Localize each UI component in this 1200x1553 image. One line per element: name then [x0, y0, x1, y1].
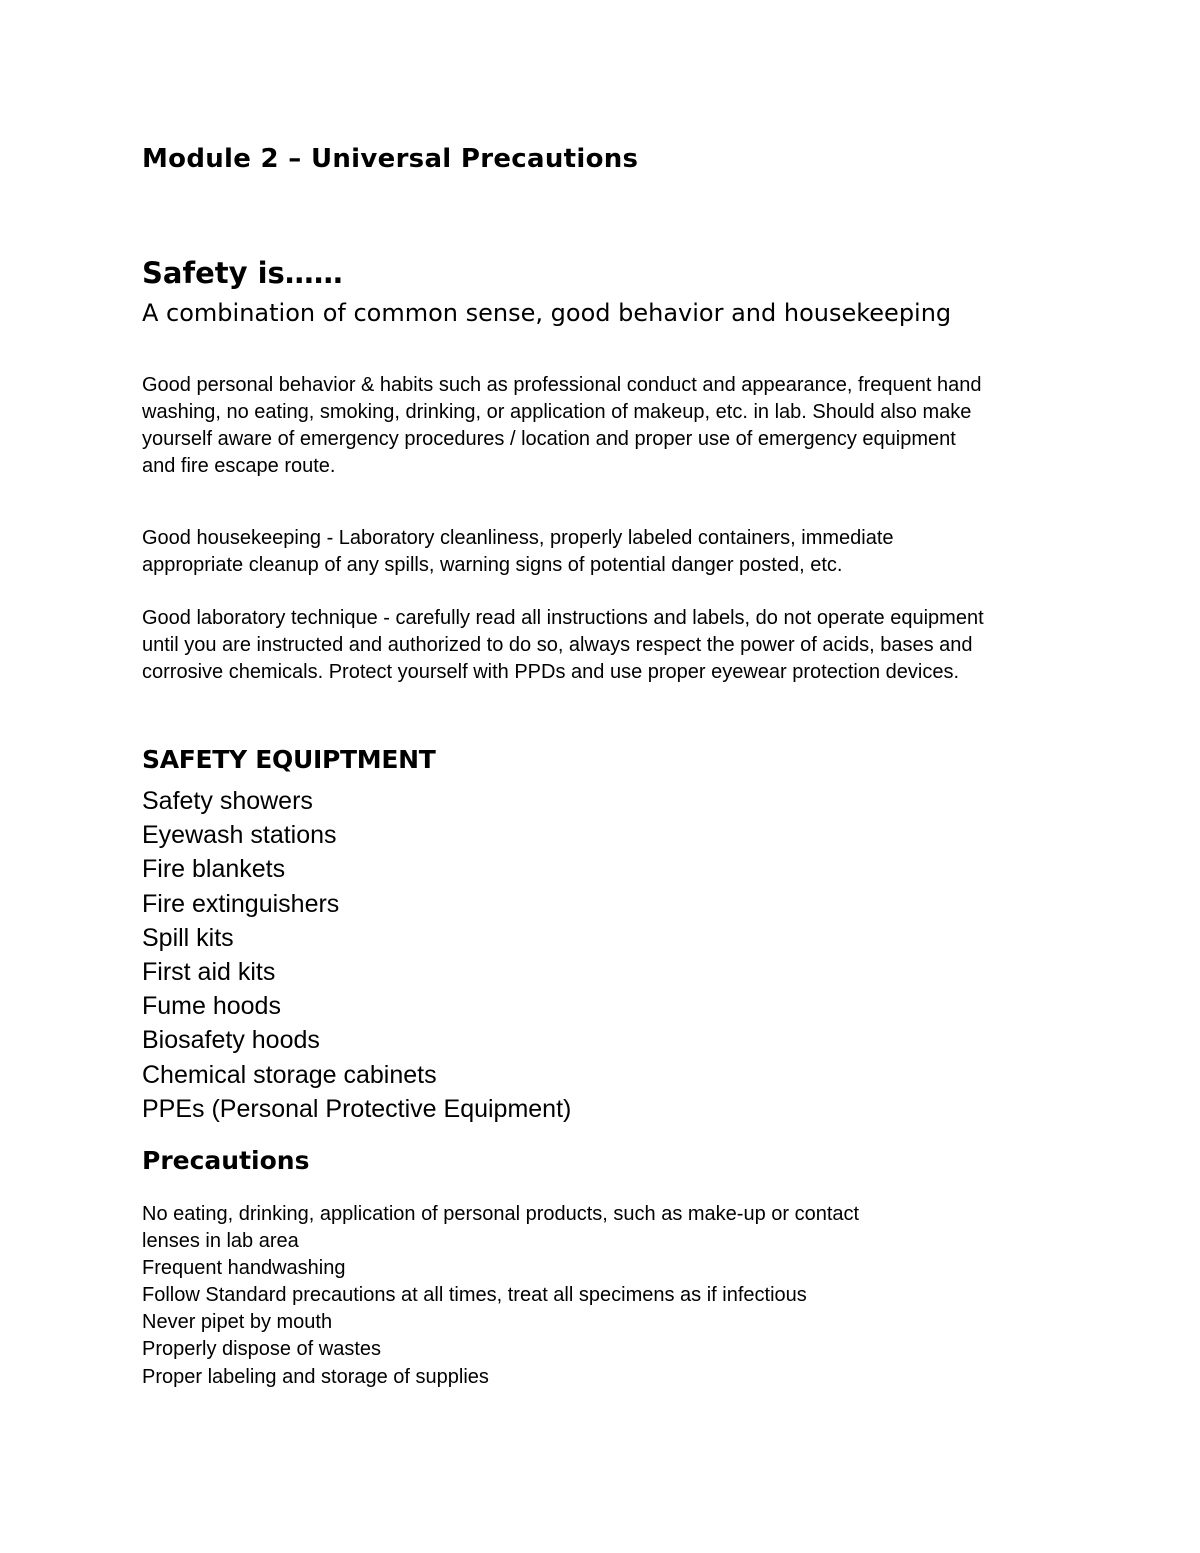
list-item: First aid kits: [142, 958, 276, 987]
safety-heading: Safety is……: [142, 256, 343, 290]
list-item: Fire extinguishers: [142, 889, 340, 918]
list-item: Eyewash stations: [142, 821, 337, 850]
precautions-heading: Precautions: [142, 1146, 310, 1175]
paragraph-line: and fire escape route.: [142, 455, 336, 477]
list-item: Spill kits: [142, 923, 234, 952]
housekeeping-paragraph: [142, 525, 1142, 579]
paragraph-line: appropriate cleanup of any spills, warning signs of potential danger posted, etc.: [142, 554, 843, 576]
personal-behavior-paragraph: [142, 372, 1142, 480]
paragraph-line: Good laboratory technique - carefully read all instructions and labels, do not operate equipment: [142, 607, 984, 629]
list-item: No eating, drinking, application of personal products, such as make-up or contact: [142, 1203, 860, 1225]
list-item: Fume hoods: [142, 992, 281, 1021]
list-item: Biosafety hoods: [142, 1026, 320, 1055]
list-item: Follow Standard precautions at all times, treat all specimens as if infectious: [142, 1284, 807, 1307]
paragraph-line: until you are instructed and authorized to do so, always respect the power of acids, bases and: [142, 634, 973, 656]
list-item: PPEs (Personal Protective Equipment): [142, 1094, 572, 1123]
list-item: Never pipet by mouth: [142, 1311, 333, 1334]
module-title: Module 2 – Universal Precautions: [142, 144, 639, 174]
paragraph-line: yourself aware of emergency procedures / location and proper use of emergency equipment: [142, 428, 956, 450]
safety-subtitle: A combination of common sense, good behavior and housekeeping: [142, 299, 952, 327]
list-item: Chemical storage cabinets: [142, 1060, 437, 1089]
list-item: Proper labeling and storage of supplies: [142, 1365, 489, 1388]
precautions-list: [142, 1201, 859, 1391]
paragraph-line: Good personal behavior & habits such as professional conduct and appearance, frequent hand: [142, 374, 982, 396]
paragraph-line: Good housekeeping - Laboratory cleanliness, properly labeled containers, immediate: [142, 527, 894, 549]
list-item: Fire blankets: [142, 855, 286, 884]
lab-technique-paragraph: [142, 605, 1142, 686]
safety-equipment-list: [142, 784, 571, 1126]
list-item: Properly dispose of wastes: [142, 1338, 382, 1361]
paragraph-line: corrosive chemicals. Protect yourself with PPDs and use proper eyewear protection devices.: [142, 661, 960, 683]
safety-equipment-heading: SAFETY EQUIPTMENT: [142, 745, 436, 774]
list-item: Frequent handwashing: [142, 1257, 346, 1280]
list-item: Safety showers: [142, 787, 313, 815]
paragraph-line: washing, no eating, smoking, drinking, or application of makeup, etc. in lab. Should also make: [142, 401, 972, 423]
list-item: lenses in lab area: [142, 1230, 299, 1253]
